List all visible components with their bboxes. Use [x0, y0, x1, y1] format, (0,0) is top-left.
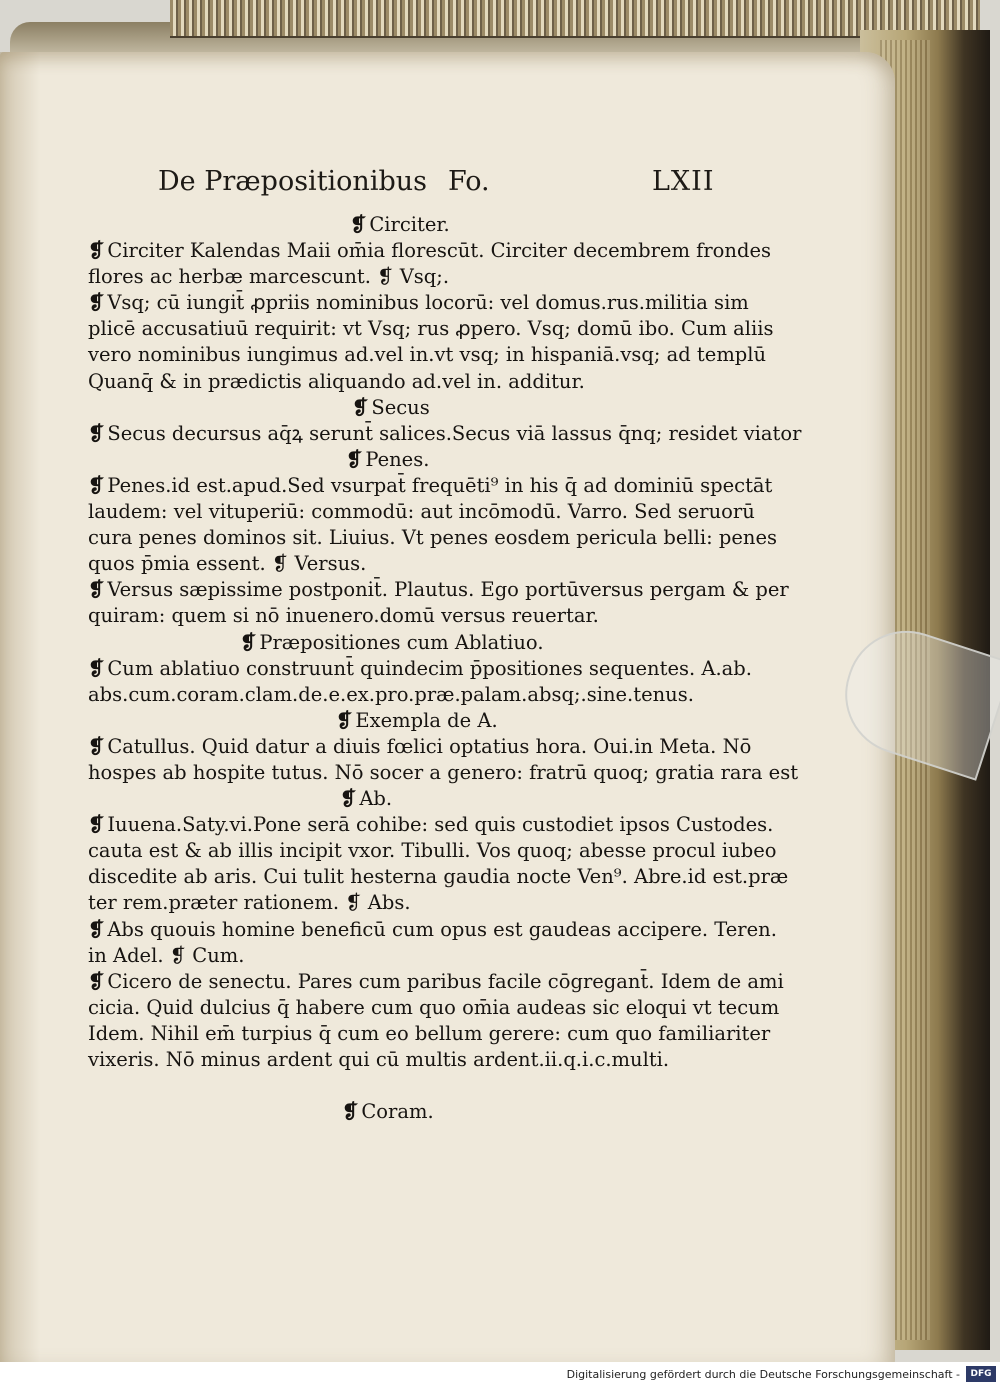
body-text: [88, 212, 802, 1125]
line-text: Secus: [371, 395, 430, 419]
line-text: ter rem.præter rationem. ❡ Abs.: [88, 891, 411, 915]
text-line: [88, 1021, 778, 1047]
text-line: [88, 656, 778, 682]
line-text: hospes ab hospite tutus. Nō socer a genero: fratrū quoq; gratia rara est: [88, 760, 799, 784]
text-line: [88, 969, 784, 995]
line-text: Coram.: [361, 1100, 434, 1124]
digitization-footer: [0, 1362, 1000, 1390]
text-line: [88, 551, 778, 577]
line-text: in Adel. ❡ Cum.: [88, 943, 245, 967]
pilcrow-icon: ❡: [352, 395, 369, 419]
line-text: Iuuena.Saty.vi.Pone serā cohibe: sed quis custodiet ipsos Custodes.: [107, 813, 774, 837]
text-line: [88, 890, 778, 916]
line-text: quos p̄mia essent. ❡ Versus.: [88, 552, 367, 576]
line-text: Exempla de A.: [355, 708, 498, 732]
line-text: Circiter.: [369, 213, 450, 236]
text-line: [88, 1073, 778, 1099]
running-head-title: De Præpositionibus: [158, 166, 427, 197]
line-text: vixeris. Nō minus ardent qui cū multis ardent.ii.q.i.c.multi.: [88, 1048, 670, 1071]
text-line: [88, 421, 802, 447]
pilcrow-icon: ❡: [88, 291, 105, 315]
line-text: plicē accusatiuū requirit: vt Vsq; rus ꝓpero. Vsq; domū ibo. Cum aliis: [88, 317, 774, 341]
pilcrow-icon: ❡: [88, 813, 105, 837]
section-heading: [88, 786, 778, 812]
line-text: Penes.id est.apud.Sed vsurpat̄ frequēti⁹ in his q̄ ad dominiū spectāt: [107, 473, 773, 497]
text-line: [88, 238, 778, 264]
text-line: [88, 290, 778, 316]
text-line: [88, 760, 799, 786]
section-heading: [88, 212, 778, 238]
text-line: [88, 525, 778, 551]
pilcrow-icon: ❡: [340, 787, 357, 811]
text-line: [88, 1047, 778, 1073]
section-heading: [88, 447, 778, 473]
pilcrow-icon: ❡: [350, 213, 367, 236]
section-heading: [88, 1099, 778, 1125]
folio-number: LXII: [652, 166, 715, 197]
text-line: [88, 734, 778, 760]
text-line: [88, 342, 778, 368]
line-text: Idem. Nihil em̄ turpius q̄ cum eo bellum gerere: cum quo familiariter: [88, 1021, 771, 1045]
line-text: discedite ab aris. Cui tulit hesterna gaudia nocte Ven⁹. Abre.id est.præ: [88, 865, 789, 889]
pilcrow-icon: ❡: [336, 708, 353, 732]
line-text: Catullus. Quid datur a diuis fœlici optatius hora. Oui.in Meta. Nō: [107, 734, 752, 758]
pilcrow-icon: ❡: [88, 969, 105, 993]
section-heading: [88, 630, 778, 656]
text-line: [88, 864, 789, 890]
text-line: [88, 369, 778, 395]
text-line: [88, 473, 778, 499]
text-line: [88, 943, 778, 969]
pilcrow-icon: ❡: [88, 656, 105, 680]
text-line: [88, 838, 778, 864]
line-text: Quanq̄ & in prædictis aliquando ad.vel in. additur.: [88, 369, 585, 393]
pilcrow-icon: ❡: [88, 734, 105, 758]
gutter-shade: [0, 52, 40, 1370]
text-line: [88, 577, 789, 603]
text-line: [88, 812, 778, 838]
section-heading: [88, 395, 778, 421]
line-text: Circiter Kalendas Maii om̄ia florescūt. Circiter decembrem frondes: [107, 239, 772, 263]
book-top-edge: [170, 0, 980, 38]
text-line: [88, 917, 778, 943]
text-line: [88, 499, 778, 525]
line-text: flores ac herbæ marcescunt. ❡ Vsq;.: [88, 265, 450, 289]
pilcrow-icon: ❡: [88, 917, 105, 941]
pilcrow-icon: ❡: [88, 473, 105, 497]
line-text: cura penes dominos sit. Liuius. Vt penes eosdem pericula belli: penes: [88, 526, 778, 550]
line-text: Vsq; cū iungit̄ ꝓpriis nominibus locorū: vel domus.rus.militia sim: [107, 291, 749, 315]
pilcrow-icon: ❡: [88, 239, 105, 263]
line-text: cicia. Quid dulcius q̄ habere cum quo om̄ia audeas sic eloqui vt tecum: [88, 995, 780, 1019]
line-text: cauta est & ab illis incipit vxor. Tibulli. Vos quoq; abesse procul iubeo: [88, 839, 777, 863]
text-line: [88, 995, 778, 1021]
text-line: [88, 682, 778, 708]
line-text: quiram: quem si nō inuenero.domū versus reuertar.: [88, 604, 599, 628]
line-text: laudem: vel vituperiū: commodū: aut incōmodū. Varro. Sed seruorū: [88, 500, 755, 524]
section-heading: [88, 708, 778, 734]
dfg-logo: DFG: [966, 1366, 996, 1382]
line-text: Abs quouis homine beneficū cum opus est gaudeas accipere. Teren.: [107, 917, 777, 941]
line-text: Ab.: [359, 787, 393, 811]
running-head: [158, 166, 718, 200]
line-text: Cum ablatiuo construunt̄ quindecim p̄positiones sequentes. A.ab.: [107, 656, 752, 680]
pilcrow-icon: ❡: [342, 1100, 359, 1124]
pilcrow-icon: ❡: [346, 447, 363, 471]
pilcrow-icon: ❡: [240, 630, 257, 654]
line-text: vero nominibus iungimus ad.vel in.vt vsq; in hispaniā.vsq; ad templū: [88, 343, 767, 367]
line-text: Versus sæpissime postponit̄. Plautus. Ego portūversus pergam & per: [107, 578, 789, 602]
line-text: Cicero de senectu. Pares cum paribus facile cōgregant̄. Idem de ami: [107, 969, 784, 993]
line-text: Præpositiones cum Ablatiuo.: [259, 630, 544, 654]
line-text: Secus decursus aq̄ꝝ serunt̄ salices.Secus viā lassus q̄nq; residet viator: [107, 421, 802, 445]
text-line: [88, 264, 778, 290]
line-text: abs.cum.coram.clam.de.e.ex.pro.præ.palam.absq;.sine.tenus.: [88, 682, 694, 706]
text-line: [88, 603, 778, 629]
pilcrow-icon: ❡: [88, 421, 105, 445]
running-head-fo: Fo.: [448, 166, 490, 197]
pilcrow-icon: ❡: [88, 578, 105, 602]
text-line: [88, 316, 778, 342]
line-text: Penes.: [365, 447, 430, 471]
footer-credit: Digitalisierung gefördert durch die Deutsche Forschungsgemeinschaft -: [566, 1368, 960, 1381]
